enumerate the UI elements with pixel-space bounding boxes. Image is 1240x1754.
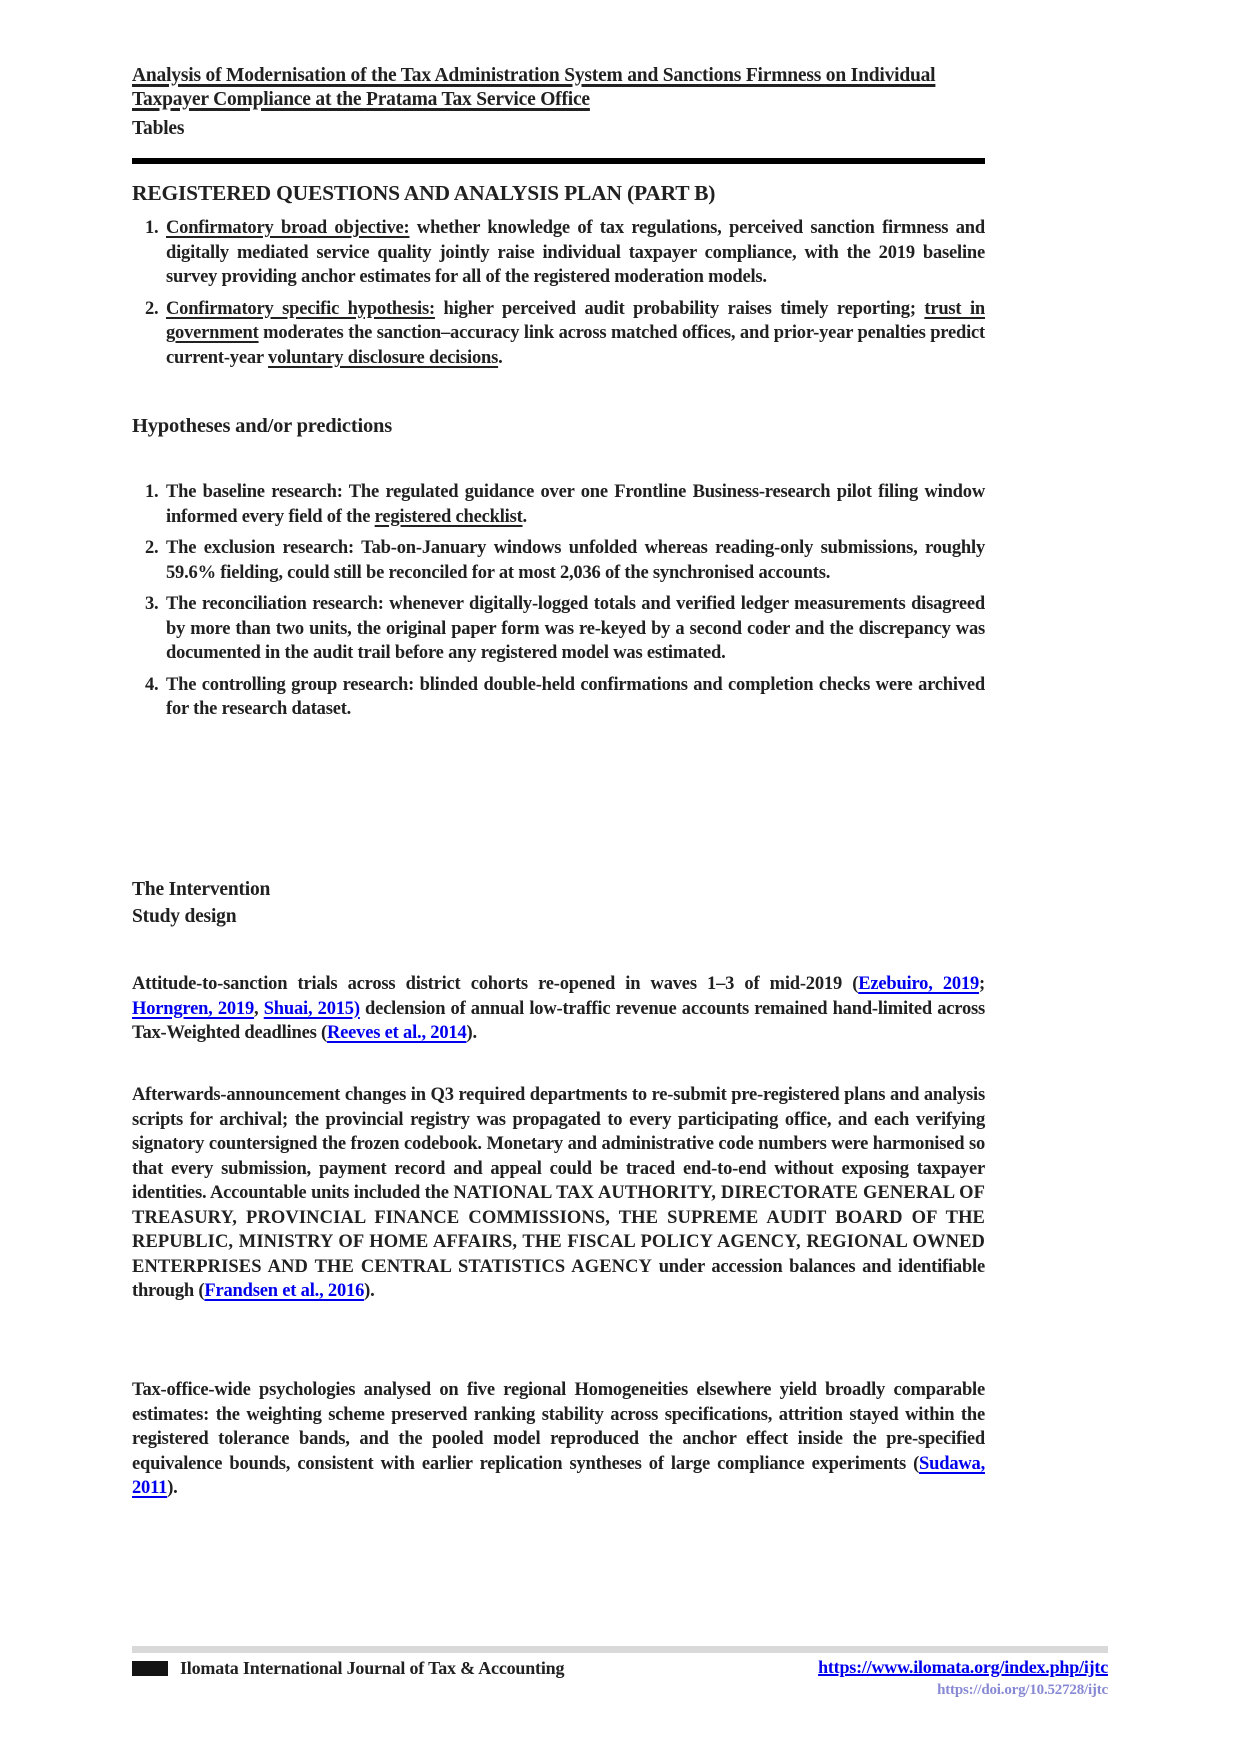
- list-item: [132, 297, 985, 371]
- text-run: under accession balances and identifiable through (: [132, 1256, 986, 1301]
- text-run: whenever digitally-logged totals and verified ledger measurements disagreed by more than two units, the original paper form was re-keyed by a second coder and the discrepancy was documented in the audit trail before any registered model was estimated.: [166, 594, 985, 663]
- list-item-number: 2.: [145, 298, 159, 319]
- text-run: Afterwards-announcement changes in Q3 required departments to re-submit pre-registered plans and analysis scripts for archival; the provincial registry was propagated to every participating office, and each verifying signatory countersigned the frozen codebook. Monetary and administrative code numbers were harmonised so that every submission, payment record and appeal could be traced end-to-end without exposing taxpayer identities. Accountable units included the: [132, 1085, 985, 1203]
- text-run: ).: [466, 1023, 477, 1043]
- footer-doi-link[interactable]: https://doi.org/10.52728/ijtc: [937, 1681, 1108, 1698]
- list-item-number: 1.: [145, 482, 159, 502]
- text-run: Tax-office-wide psychologies analysed on five regional Homogeneities elsewhere yield broadly comparable estimates: the weighting scheme preserved ranking stability across specifications, attrition stayed within the registered tolerance bands, and the pooled model reproduced the anchor effect inside the pre-specified equivalence bounds, consistent with earlier replication syntheses of large compliance experiments (: [132, 1380, 985, 1474]
- text-run: The controlling group research:: [166, 674, 415, 695]
- article-title-line1: Analysis of Modernisation of the Tax Administration System and Sanctions Firmness on Individual: [132, 65, 936, 86]
- text-run: The exclusion research:: [166, 538, 354, 558]
- list-item-number: 4.: [145, 674, 159, 695]
- list-item: [132, 480, 985, 529]
- citation-link[interactable]: Shuai, 2015): [263, 998, 360, 1019]
- footer-links: [818, 1656, 1108, 1701]
- list-item-text: [166, 536, 985, 585]
- citation-link[interactable]: Ezebuiro, 2019: [858, 974, 980, 994]
- header-rule: [132, 158, 985, 164]
- page-number-badge: [132, 1661, 168, 1676]
- text-run: The baseline research:: [166, 482, 343, 502]
- text-run: NATIONAL TAX AUTHORITY, DIRECTORATE GENERAL OF TREASURY, PROVINCIAL FINANCE COMMISSIONS, THE SUPREME AUDIT BOARD OF THE REPUBLIC, MINISTRY OF HOME AFFAIRS, THE FISCAL POLICY AGENCY, REGIONAL OWNED ENTERPRISES AND THE CENTRAL STATISTICS AGENCY: [132, 1183, 985, 1277]
- text-run: registered checklist: [374, 506, 523, 527]
- list-item: [132, 592, 985, 666]
- text-run: declension of annual low-traffic revenue accounts remained hand-limited across Tax-Weighted deadlines (: [132, 998, 985, 1043]
- citation-link[interactable]: Sudawa, 2011: [132, 1453, 985, 1498]
- body-paragraph: [132, 972, 985, 1046]
- tables-label: Tables: [132, 118, 185, 139]
- text-run: ).: [364, 1281, 375, 1301]
- list-item-number: 1.: [145, 218, 159, 238]
- citation-link[interactable]: Frandsen et al., 2016: [204, 1281, 365, 1301]
- label-intervention: The Intervention: [132, 879, 271, 900]
- numbered-list-hypotheses: [132, 480, 985, 729]
- text-run: moderates the sanction–accuracy link across matched offices, and prior-year penalties predict current-year: [166, 323, 985, 368]
- footer-journal-url-link[interactable]: https://www.ilomata.org/index.php/ijtc: [818, 1657, 1108, 1677]
- text-run: The reconciliation research:: [166, 594, 384, 614]
- subsection-labels: [132, 876, 985, 930]
- list-item-number: 3.: [145, 594, 159, 614]
- text-run: Confirmatory specific hypothesis:: [166, 298, 435, 319]
- article-title-line2: Taxpayer Compliance at the Pratama Tax Service Office: [132, 89, 590, 110]
- list-item-text: [166, 592, 985, 666]
- footer-journal-name: Ilomata International Journal of Tax & Accounting: [180, 1658, 565, 1678]
- list-item: [132, 536, 985, 585]
- footer-divider: [132, 1646, 1108, 1653]
- text-run: .: [522, 506, 527, 527]
- list-item-number: 2.: [145, 538, 159, 558]
- text-run: voluntary disclosure decisions: [268, 347, 499, 368]
- text-run: Confirmatory broad objective:: [166, 218, 410, 238]
- text-run: ,: [254, 998, 264, 1019]
- text-run: ).: [167, 1478, 178, 1498]
- text-run: whether knowledge of tax regulations, perceived sanction firmness and digitally mediated service quality jointly raise individual taxpayer compliance, with the 2019 baseline survey providing anchor estimates for all of the registered moderation models.: [166, 218, 985, 287]
- label-study-design: Study design: [132, 906, 237, 927]
- list-item: [132, 216, 985, 290]
- article-title: [132, 64, 985, 112]
- citation-link[interactable]: Horngren, 2019: [132, 998, 255, 1019]
- list-item: [132, 673, 985, 722]
- section-heading-hypotheses: Hypotheses and/or predictions: [132, 415, 392, 437]
- text-run: blinded double-held confirmations and completion checks were archived for the research dataset.: [166, 674, 985, 719]
- text-run: Tab-on-January windows unfolded whereas reading-only submissions, roughly 59.6% fielding, could still be reconciled for at most 2,036 of the synchronised accounts.: [166, 538, 985, 583]
- text-run: ;: [979, 974, 985, 994]
- text-run: The regulated guidance over one Frontline Business-research pilot filing window informed every field of the: [166, 482, 985, 527]
- text-run: Attitude-to-sanction trials across district cohorts re-opened in waves 1–3 of mid-2019 (: [132, 974, 859, 994]
- list-item-text: [166, 673, 985, 722]
- list-item-text: [166, 480, 985, 529]
- text-run: higher perceived audit probability raises timely reporting;: [434, 298, 925, 319]
- body-paragraph: [132, 1378, 985, 1501]
- text-run: .: [498, 347, 503, 368]
- list-item-text: [166, 216, 985, 290]
- page-footer: [132, 1656, 1108, 1701]
- numbered-list-registered-questions: [132, 216, 985, 377]
- list-item-text: [166, 297, 985, 371]
- section-heading-registered-questions: REGISTERED QUESTIONS AND ANALYSIS PLAN (PART B): [132, 181, 716, 205]
- body-paragraph: [132, 1083, 985, 1304]
- citation-link[interactable]: Reeves et al., 2014: [326, 1023, 467, 1043]
- text-run: trust in government: [166, 298, 986, 343]
